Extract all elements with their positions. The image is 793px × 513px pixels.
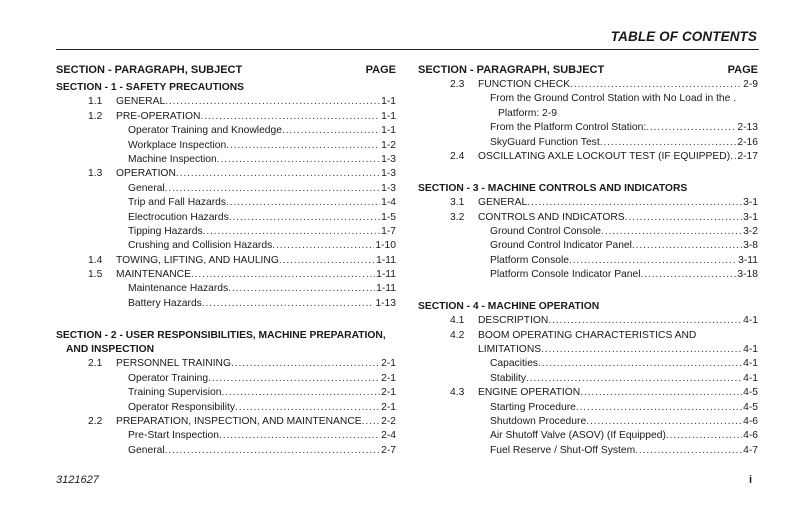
toc-entry-title: Operator Training and Knowledge xyxy=(128,125,282,137)
toc-entry-title: Pre-Start Inspection xyxy=(128,430,219,442)
title-rule xyxy=(56,49,759,50)
subject-row xyxy=(56,444,396,458)
section-heading-text: SECTION - 3 - MACHINE CONTROLS AND INDICATORS xyxy=(418,182,688,194)
dot-leader xyxy=(272,239,374,253)
column-header-subject: SECTION - PARAGRAPH, SUBJECT xyxy=(56,64,243,76)
toc-entry-title: SkyGuard Function Test xyxy=(490,136,600,148)
toc-entry-page: 1-11 xyxy=(376,269,396,281)
toc-entry-title: FUNCTION CHECK xyxy=(478,79,571,90)
paragraph-number: 4.3 xyxy=(450,387,465,399)
dot-leader xyxy=(217,153,380,167)
paragraph-number: 1.2 xyxy=(88,110,103,122)
toc-entry-page: 1-3 xyxy=(381,168,396,180)
dot-leader xyxy=(176,167,380,181)
toc-entry[interactable] xyxy=(116,167,396,181)
toc-entry-page: 2-4 xyxy=(381,430,396,442)
toc-entry-title: Platform: 2-9 xyxy=(498,107,557,119)
subject-row xyxy=(56,386,396,400)
subject-row xyxy=(56,153,396,167)
toc-entry[interactable] xyxy=(478,314,758,328)
toc-entry-page: 4-1 xyxy=(743,344,758,356)
dot-leader xyxy=(202,297,375,311)
paragraph-number: 3.2 xyxy=(450,211,465,223)
dot-leader xyxy=(570,78,742,92)
toc-entry[interactable] xyxy=(128,153,396,167)
column-header-subject: SECTION - PARAGRAPH, SUBJECT xyxy=(418,64,605,76)
dot-leader xyxy=(601,225,742,239)
subject-row xyxy=(418,121,758,135)
toc-entry-page: 3-18 xyxy=(737,269,758,281)
toc-entry-title: BOOM OPERATING CHARACTERISTICS AND xyxy=(478,329,697,341)
subject-row xyxy=(56,401,396,415)
toc-entry[interactable] xyxy=(490,372,758,386)
toc-entry[interactable] xyxy=(128,401,396,415)
subject-row xyxy=(56,182,396,196)
dot-leader xyxy=(580,386,742,400)
toc-entry[interactable] xyxy=(116,110,396,124)
section-heading xyxy=(56,81,396,95)
spacer xyxy=(418,282,758,296)
dot-leader xyxy=(548,314,742,328)
dot-leader xyxy=(362,415,380,429)
toc-entry[interactable] xyxy=(116,254,396,268)
toc-entry-title: PERSONNEL TRAINING xyxy=(116,358,232,370)
dot-leader xyxy=(632,239,742,253)
toc-right-column xyxy=(418,62,758,458)
dot-leader xyxy=(200,110,380,124)
toc-entry[interactable] xyxy=(490,429,758,443)
dot-leader xyxy=(526,372,742,386)
toc-entry-title: From the Ground Control Station with No Load in the . xyxy=(490,93,737,105)
toc-entry-page: 4-5 xyxy=(743,401,758,413)
toc-entry[interactable] xyxy=(478,211,758,225)
paragraph-number: 4.2 xyxy=(450,329,465,341)
toc-entry[interactable] xyxy=(490,444,758,458)
subject-row xyxy=(418,136,758,150)
toc-entry-page: 1-5 xyxy=(381,211,396,223)
subject-row xyxy=(56,239,396,253)
toc-entry-page: 4-6 xyxy=(743,430,758,442)
paragraph-row xyxy=(56,415,396,429)
toc-entry-title: LIMITATIONS xyxy=(478,344,542,356)
subject-row xyxy=(418,357,758,371)
toc-entry-title: Starting Procedure xyxy=(490,401,576,413)
paragraph-number: 3.1 xyxy=(450,197,465,209)
paragraph-number: 2.2 xyxy=(88,415,103,427)
toc-entry-title: GENERAL xyxy=(116,96,166,108)
toc-entry[interactable] xyxy=(490,239,758,253)
dot-leader xyxy=(282,124,380,138)
toc-entry-page: 4-5 xyxy=(743,387,758,399)
dot-leader xyxy=(219,429,380,443)
document-number: 3121627 xyxy=(56,474,99,486)
toc-entry-title: OPERATION xyxy=(116,168,176,180)
dot-leader xyxy=(221,386,380,400)
toc-entry[interactable] xyxy=(116,357,396,371)
toc-entry[interactable] xyxy=(490,136,758,150)
toc-entry-page: 1-11 xyxy=(376,283,396,295)
dot-leader xyxy=(666,429,742,443)
subject-row-continued xyxy=(418,107,758,121)
section-heading-text: AND INSPECTION xyxy=(66,344,155,356)
toc-entry-page: 1-13 xyxy=(375,297,396,309)
dot-leader xyxy=(231,357,380,371)
toc-entry-page: 4-7 xyxy=(743,444,758,456)
toc-entry[interactable] xyxy=(128,429,396,443)
toc-entry-title: Maintenance Hazards xyxy=(128,283,229,295)
toc-entry-page: 2-1 xyxy=(381,372,396,384)
toc-entry[interactable] xyxy=(128,239,396,253)
section-heading-text: SECTION - 2 - USER RESPONSIBILITIES, MACHINE PREPARATION, xyxy=(56,329,386,341)
toc-entry-title: TOWING, LIFTING, AND HAULING xyxy=(116,254,279,266)
toc-entry[interactable] xyxy=(128,211,396,225)
paragraph-row xyxy=(418,196,758,210)
toc-entry-page: 1-1 xyxy=(381,110,396,122)
toc-left-column xyxy=(56,62,396,458)
toc-entry-page: 3-1 xyxy=(743,211,758,223)
dot-leader xyxy=(541,343,742,357)
toc-entry[interactable] xyxy=(490,254,758,268)
toc-entry-page: 2-2 xyxy=(381,415,396,427)
section-heading xyxy=(418,300,758,314)
dot-leader xyxy=(527,196,742,210)
toc-entry-page: 1-7 xyxy=(381,225,396,237)
subject-row xyxy=(56,196,396,210)
dot-leader xyxy=(235,401,380,415)
toc-entry[interactable] xyxy=(128,225,396,239)
toc-entry-page: 1-3 xyxy=(381,153,396,165)
toc-entry-page: 4-1 xyxy=(743,358,758,370)
toc-entry-title: PREPARATION, INSPECTION, AND MAINTENANCE xyxy=(116,415,362,427)
dot-leader xyxy=(576,401,742,415)
paragraph-row xyxy=(418,329,758,343)
subject-row xyxy=(418,444,758,458)
column-header xyxy=(418,62,758,78)
toc-entry[interactable] xyxy=(128,386,396,400)
paragraph-row-continued xyxy=(418,343,758,357)
dot-leader xyxy=(635,444,742,458)
toc-entry-page: 2-16 xyxy=(737,136,758,148)
paragraph-row xyxy=(418,386,758,400)
toc-entry-title: Platform Console xyxy=(490,254,569,266)
subject-row xyxy=(56,124,396,138)
page-number: i xyxy=(748,474,752,486)
section-heading xyxy=(418,182,758,196)
section-heading xyxy=(56,329,396,343)
spacer xyxy=(418,164,758,178)
toc-entry-page: 2-9 xyxy=(743,79,758,90)
toc-entry-page: 1-1 xyxy=(381,96,396,108)
dot-leader xyxy=(165,182,380,196)
subject-row xyxy=(56,211,396,225)
toc-entry[interactable] xyxy=(490,415,758,429)
toc-entry[interactable] xyxy=(490,121,758,135)
toc-entry-title: PRE-OPERATION xyxy=(116,110,201,122)
toc-entry[interactable] xyxy=(128,372,396,386)
subject-row xyxy=(56,139,396,153)
toc-entry-title: Operator Responsibility xyxy=(128,401,236,413)
toc-entry-title: Ground Control Indicator Panel xyxy=(490,240,632,252)
toc-entry[interactable] xyxy=(490,357,758,371)
toc-entry[interactable] xyxy=(478,150,758,164)
dot-leader xyxy=(203,225,381,239)
subject-row xyxy=(56,225,396,239)
toc-entry[interactable] xyxy=(128,297,396,311)
toc-entry[interactable] xyxy=(478,196,758,210)
paragraph-number: 2.1 xyxy=(88,358,103,370)
dot-leader xyxy=(586,415,742,429)
section-heading-text: SECTION - 4 - MACHINE OPERATION xyxy=(418,300,600,312)
toc-entry-page: 1-3 xyxy=(381,182,396,194)
toc-entry-title: Shutdown Procedure xyxy=(490,415,587,427)
toc-entry-page: 2-17 xyxy=(737,150,758,162)
spacer xyxy=(56,311,396,325)
paragraph-row xyxy=(56,254,396,268)
paragraph-row xyxy=(418,211,758,225)
toc-entry-title: Workplace Inspection xyxy=(128,139,227,151)
toc-entry[interactable] xyxy=(128,196,396,210)
toc-entry-title: Stability xyxy=(490,372,527,384)
toc-entry[interactable] xyxy=(478,78,758,92)
toc-entry[interactable] xyxy=(128,282,396,296)
toc-entry[interactable] xyxy=(116,268,396,282)
toc-entry[interactable] xyxy=(478,386,758,400)
subject-row xyxy=(418,225,758,239)
dot-leader xyxy=(226,196,380,210)
paragraph-row xyxy=(418,150,758,164)
subject-row xyxy=(418,401,758,415)
toc-entry-page: 1-11 xyxy=(376,254,396,266)
paragraph-row xyxy=(56,167,396,181)
dot-leader xyxy=(165,444,380,458)
toc-entry-title: DESCRIPTION xyxy=(478,315,549,327)
toc-entry-page: 4-1 xyxy=(743,372,758,384)
paragraph-number: 1.5 xyxy=(88,269,103,281)
toc-entry-page: 1-4 xyxy=(381,197,396,209)
toc-entry-title: Tipping Hazards xyxy=(128,225,203,237)
toc-entry-title: GENERAL xyxy=(478,197,528,209)
toc-entry-title: Machine Inspection xyxy=(128,153,217,165)
subject-row xyxy=(418,92,758,106)
toc-entry-title: CONTROLS AND INDICATORS xyxy=(478,211,625,223)
column-header-page: PAGE xyxy=(365,64,396,76)
subject-row xyxy=(418,239,758,253)
subject-row xyxy=(418,372,758,386)
subject-row xyxy=(56,282,396,296)
toc-entry-title: From the Platform Control Station: xyxy=(490,122,647,134)
section-heading-continued xyxy=(56,343,396,357)
paragraph-number: 2.4 xyxy=(450,150,465,162)
subject-row xyxy=(56,297,396,311)
paragraph-row xyxy=(418,78,758,92)
paragraph-row xyxy=(56,95,396,109)
toc-entry-page: 3-8 xyxy=(743,240,758,252)
dot-leader xyxy=(226,139,380,153)
paragraph-number: 2.3 xyxy=(450,79,465,90)
toc-entry[interactable] xyxy=(128,124,396,138)
toc-entry-page: 1-2 xyxy=(381,139,396,151)
toc-entry[interactable] xyxy=(128,139,396,153)
dot-leader xyxy=(279,254,375,268)
toc-entry[interactable] xyxy=(490,225,758,239)
column-header-page: PAGE xyxy=(727,64,758,76)
toc-entry-title: ENGINE OPERATION xyxy=(478,387,581,399)
toc-entry[interactable] xyxy=(128,182,396,196)
dot-leader xyxy=(625,211,742,225)
toc-entry-title: MAINTENANCE xyxy=(116,269,191,281)
toc-entry-title: Electrocution Hazards xyxy=(128,211,229,223)
toc-entry-page: 2-7 xyxy=(381,444,396,456)
toc-entry-page: 3-11 xyxy=(738,254,758,266)
dot-leader xyxy=(191,268,375,282)
page-title: TABLE OF CONTENTS xyxy=(610,29,757,44)
toc-entry-title: OSCILLATING AXLE LOCKOUT TEST (IF EQUIPPED) xyxy=(478,150,731,162)
subject-row xyxy=(418,415,758,429)
toc-entry-page: 1-1 xyxy=(381,125,396,137)
paragraph-row xyxy=(56,110,396,124)
paragraph-row xyxy=(56,268,396,282)
dot-leader xyxy=(646,121,736,135)
toc-entry-title: Battery Hazards xyxy=(128,297,202,309)
toc-entry-title: Training Supervision xyxy=(128,387,222,399)
toc-entry[interactable] xyxy=(490,268,758,282)
dot-leader xyxy=(228,282,375,296)
toc-entry-page: 3-1 xyxy=(743,197,758,209)
toc-entry-page: 3-2 xyxy=(743,225,758,237)
toc-entry-title: Capacities xyxy=(490,358,539,370)
toc-entry-title: Ground Control Console xyxy=(490,225,602,237)
toc-entry-page: 2-1 xyxy=(381,387,396,399)
toc-entry-title: Operator Training xyxy=(128,372,209,384)
toc-entry[interactable] xyxy=(128,444,396,458)
toc-entry-title: General xyxy=(128,444,165,456)
toc-entry-page: 2-1 xyxy=(381,358,396,370)
column-header xyxy=(56,62,396,78)
toc-entry-page: 1-10 xyxy=(375,240,396,252)
dot-leader xyxy=(538,357,742,371)
dot-leader xyxy=(165,95,380,109)
dot-leader xyxy=(208,372,380,386)
section-heading-text: SECTION - 1 - SAFETY PRECAUTIONS xyxy=(56,82,245,93)
toc-entry-page: 4-6 xyxy=(743,415,758,427)
toc-entry[interactable] xyxy=(116,415,396,429)
toc-entry-title: Trip and Fall Hazards xyxy=(128,197,227,209)
toc-entry-page: 2-13 xyxy=(737,122,758,134)
subject-row xyxy=(418,429,758,443)
paragraph-number: 1.1 xyxy=(88,96,103,108)
dot-leader xyxy=(229,211,380,225)
dot-leader xyxy=(600,136,737,150)
dot-leader xyxy=(569,254,737,268)
toc-entry[interactable] xyxy=(490,401,758,415)
toc-entry-title: Crushing and Collision Hazards xyxy=(128,240,273,252)
subject-row xyxy=(418,268,758,282)
toc-entry-title: Fuel Reserve / Shut-Off System xyxy=(490,444,636,456)
toc-entry-title: Air Shutoff Valve (ASOV) (If Equipped) xyxy=(490,430,666,442)
toc-entry[interactable] xyxy=(478,343,758,357)
subject-row xyxy=(56,429,396,443)
paragraph-number: 1.3 xyxy=(88,168,103,180)
paragraph-row xyxy=(56,357,396,371)
toc-entry-title: Platform Console Indicator Panel xyxy=(490,269,641,281)
toc-entry-title: General xyxy=(128,182,165,194)
paragraph-number: 1.4 xyxy=(88,254,103,266)
paragraph-row xyxy=(418,314,758,328)
toc-entry-page: 4-1 xyxy=(743,315,758,327)
paragraph-number: 4.1 xyxy=(450,315,465,327)
subject-row xyxy=(418,254,758,268)
dot-leader xyxy=(641,268,737,282)
subject-row xyxy=(56,372,396,386)
toc-entry[interactable] xyxy=(116,95,396,109)
toc-entry-page: 2-1 xyxy=(381,401,396,413)
